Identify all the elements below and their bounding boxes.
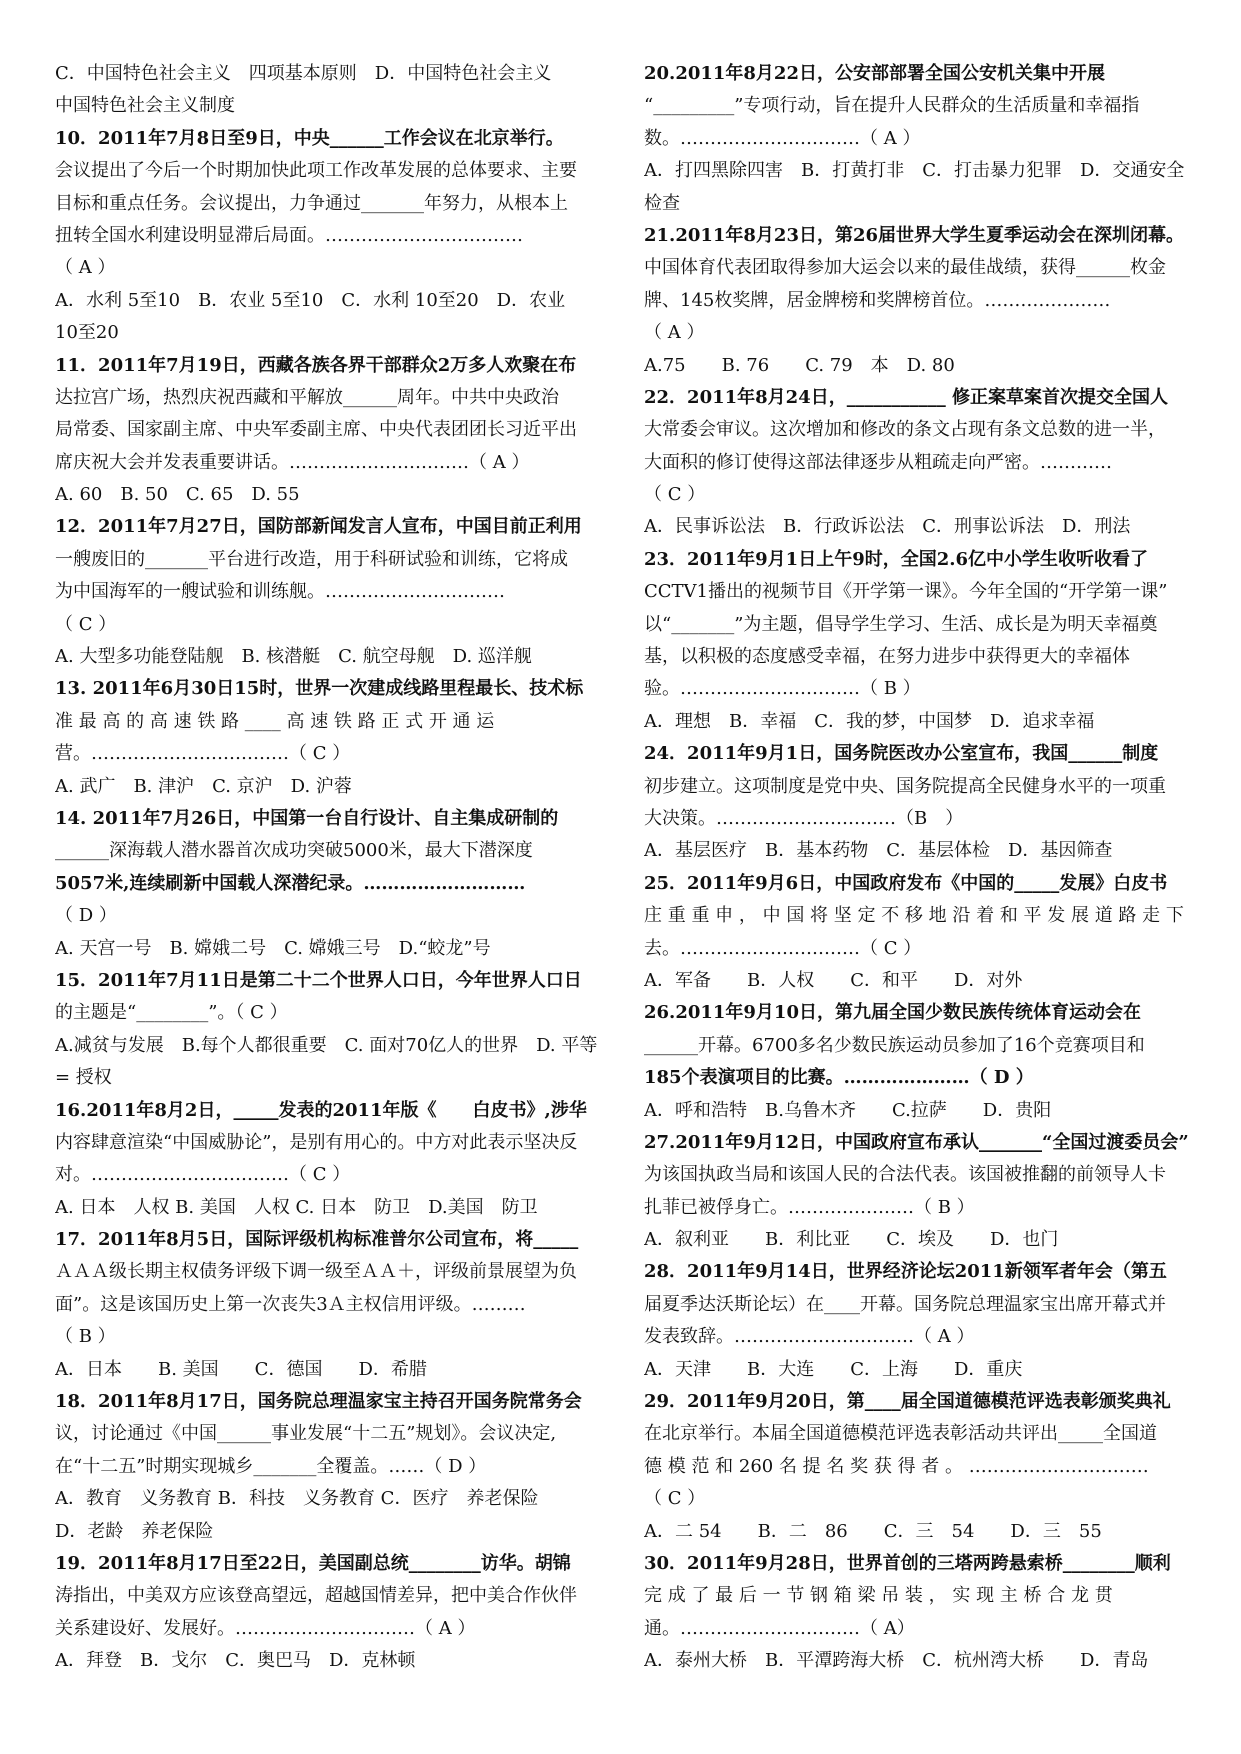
text-line: 局常委、国家副主席、中央军委副主席、中央代表团团长习近平出 bbox=[55, 419, 577, 441]
text-line: 20.2011年8月22日，公安部部署全国公安机关集中开展 bbox=[644, 63, 1105, 84]
text-line: 10．2011年7月8日至9日，中央______工作会议在北京举行。 bbox=[55, 127, 564, 149]
text-line: A．军备 B．人权 C．和平 D．对外 bbox=[644, 969, 1023, 991]
text-line: 26.2011年9月10日，第九届全国少数民族传统体育运动会在 bbox=[644, 1002, 1141, 1024]
text-line: A.减贫与发展 B.每个人都很重要 C. 面对70亿人的世界 D. 平等 bbox=[55, 1034, 598, 1056]
text-line: 达拉宫广场，热烈庆祝西藏和平解放______周年。中共中央政治 bbox=[55, 386, 559, 408]
text-line: A．呼和浩特 B.乌鲁木齐 C.拉萨 D．贵阳 bbox=[644, 1099, 1052, 1121]
text-line: 16.2011年8月2日，_____发表的2011年版《 白皮书》,涉华 bbox=[55, 1099, 587, 1121]
text-line: = 授权 bbox=[55, 1067, 112, 1089]
text-line: D．老龄 养老保险 bbox=[55, 1520, 214, 1542]
text-line: 内容肆意渲染“中国威胁论”，是别有用心的。中方对此表示坚决反 bbox=[55, 1131, 578, 1153]
text-line: 30．2011年9月28日，世界首创的三塔两跨悬索桥________顺利 bbox=[644, 1552, 1171, 1574]
text-line: 通。…………………………（ A） bbox=[644, 1617, 915, 1639]
text-line: A．二 54 B．二 86 C．三 54 D．三 55 bbox=[644, 1520, 1102, 1542]
text-line: 基，以积极的态度感受幸福，在努力进步中获得更大的幸福体 bbox=[644, 646, 1130, 668]
text-line: 德 模 范 和 260 名 提 名 奖 获 得 者 。 ………………………… bbox=[644, 1455, 1149, 1477]
left-column bbox=[55, 58, 602, 1754]
text-line: 29．2011年9月20日，第____届全国道德模范评选表彰颁奖典礼 bbox=[644, 1391, 1171, 1413]
text-line: A. 武广 B. 津沪 C. 京沪 D. 沪蓉 bbox=[55, 775, 352, 797]
text-line: A. 天宫一号 B. 嫦娥二号 C. 嫦娥三号 D.“蛟龙”号 bbox=[55, 937, 491, 959]
text-line: 一艘废旧的_______平台进行改造，用于科研试验和训练，它将成 bbox=[55, 548, 568, 570]
text-line: 完 成 了 最 后 一 节 钢 箱 梁 吊 装 ， 实 现 主 桥 合 龙 贯 bbox=[644, 1585, 1113, 1607]
text-line: （ B ） bbox=[55, 1326, 116, 1348]
text-line: 24．2011年9月1日，国务院医改办公室宣布，我国______制度 bbox=[644, 743, 1159, 765]
text-line: 扎菲已被俘身亡。…………………（ B ） bbox=[644, 1196, 975, 1218]
text-line: 在北京举行。本届全国道德模范评选表彰活动共评出_____全国道 bbox=[644, 1423, 1157, 1445]
text-line: 数。…………………………（ A ） bbox=[644, 127, 921, 149]
text-line: 检查 bbox=[644, 192, 680, 214]
text-line: C．中国特色社会主义 四项基本原则 D．中国特色社会主义 bbox=[55, 63, 552, 84]
text-line: 23．2011年9月1日上午9时，全国2.6亿中小学生收听收看了 bbox=[644, 548, 1149, 570]
text-line: 15．2011年7月11日是第二十二个世界人口日，今年世界人口日 bbox=[55, 969, 582, 991]
text-line: “_________”专项行动，旨在提升人民群众的生活质量和幸福指 bbox=[644, 95, 1140, 117]
text-line: 10至20 bbox=[55, 322, 119, 344]
text-line: 席庆祝大会并发表重要讲话。…………………………（ A ） bbox=[55, 451, 530, 473]
text-line: ＡＡＡ级长期主权债务评级下调一级至ＡＡ＋，评级前景展望为负 bbox=[55, 1261, 577, 1283]
text-line: 初步建立。这项制度是党中央、国务院提高全民健身水平的一项重 bbox=[644, 775, 1166, 797]
text-line: 25．2011年9月6日，中国政府发布《中国的_____发展》白皮书 bbox=[644, 872, 1168, 894]
text-line: 21.2011年8月23日，第26届世界大学生夏季运动会在深圳闭幕。 bbox=[644, 224, 1185, 246]
text-line: 牌、145枚奖牌，居金牌榜和奖牌榜首位。………………… bbox=[644, 289, 1111, 311]
text-line: A. 日本 人权 B. 美国 人权 C. 日本 防卫 D.美国 防卫 bbox=[55, 1196, 538, 1218]
text-line: 11．2011年7月19日，西藏各族各界干部群众2万多人欢聚在布 bbox=[55, 354, 577, 376]
text-line: A．拜登 B．戈尔 C．奥巴马 D．克林顿 bbox=[55, 1650, 416, 1672]
text-line: 以“_______”为主题，倡导学生学习、生活、成长是为明天幸福奠 bbox=[644, 613, 1158, 635]
text-line: A．水利 5至10 B．农业 5至10 C．水利 10至20 D．农业 bbox=[55, 289, 566, 311]
text-line: （ D ） bbox=[55, 905, 117, 927]
text-line: A．民事诉讼法 B．行政诉讼法 C．刑事讼诉法 D．刑法 bbox=[644, 516, 1131, 538]
text-line: 中国体育代表团取得参加大运会以来的最佳战绩，获得______枚金 bbox=[644, 257, 1166, 279]
text-line: （ A ） bbox=[644, 322, 705, 344]
text-line: （ C ） bbox=[644, 1488, 706, 1510]
text-line: 中国特色社会主义制度 bbox=[55, 95, 235, 117]
text-line: 扭转全国水利建设明显滞后局面。…………………………… bbox=[55, 224, 523, 246]
text-line: 13. 2011年6月30日15时，世界一次建成线路里程最长、技术标 bbox=[55, 678, 584, 700]
text-line: 22．2011年8月24日，___________ 修正案草案首次提交全国人 bbox=[644, 386, 1168, 408]
right-column bbox=[644, 58, 1191, 1754]
text-line: 19．2011年8月17日至22日，美国副总统________访华。胡锦 bbox=[55, 1552, 571, 1574]
text-line: 5057米,连续刷新中国载人深潜纪录。……………………… bbox=[55, 872, 526, 894]
text-line: A．基层医疗 B．基本药物 C．基层体检 D．基因筛查 bbox=[644, 840, 1113, 862]
text-line: 关系建设好、发展好。…………………………（ A ） bbox=[55, 1617, 476, 1639]
text-line: （ C ） bbox=[644, 484, 706, 506]
text-line: A.75 B. 76 C. 79 本 D. 80 bbox=[644, 354, 955, 376]
text-line: 17．2011年8月5日，国际评级机构标准普尔公司宣布，将_____ bbox=[55, 1229, 579, 1251]
text-line: CCTV1播出的视频节目《开学第一课》。今年全国的“开学第一课” bbox=[644, 581, 1168, 603]
text-line: A．理想 B．幸福 C．我的梦，中国梦 D．追求幸福 bbox=[644, 710, 1095, 732]
text-line: 面”。这是该国历史上第一次丧失3Ａ主权信用评级。……… bbox=[55, 1293, 526, 1315]
text-line: 大常委会审议。这次增加和修改的条文占现有条文总数的进一半， bbox=[644, 419, 1166, 441]
text-line: A. 60 B. 50 C. 65 D. 55 bbox=[55, 484, 300, 506]
text-line: 为该国执政当局和该国人民的合法代表。该国被推翻的前领导人卡 bbox=[644, 1164, 1166, 1186]
text-line: A．教育 义务教育 B．科技 义务教育 C．医疗 养老保险 bbox=[55, 1488, 539, 1510]
text-line: 目标和重点任务。会议提出，力争通过_______年努力，从根本上 bbox=[55, 192, 568, 214]
text-line: 届夏季达沃斯论坛）在____开幕。国务院总理温家宝出席开幕式并 bbox=[644, 1293, 1166, 1315]
text-line: A．天津 B．大连 C．上海 D．重庆 bbox=[644, 1358, 1023, 1380]
text-line: 大面积的修订使得这部法律逐步从粗疏走向严密。………… bbox=[644, 451, 1112, 473]
text-line: A．泰州大桥 B．平潭跨海大桥 C．杭州湾大桥 D．青岛 bbox=[644, 1650, 1149, 1672]
text-line: 14. 2011年7月26日，中国第一台自行设计、自主集成研制的 bbox=[55, 807, 559, 829]
text-line: ______开幕。6700多名少数民族运动员参加了16个竞赛项目和 bbox=[644, 1034, 1145, 1056]
text-line: A. 大型多功能登陆舰 B. 核潜艇 C. 航空母舰 D. 巡洋舰 bbox=[55, 646, 532, 668]
text-line: 庄 重 重 申 ， 中 国 将 坚 定 不 移 地 沿 着 和 平 发 展 道 路 走 下 bbox=[644, 905, 1184, 927]
text-line: （ C ） bbox=[55, 613, 117, 635]
text-line: 验。…………………………（ B ） bbox=[644, 678, 921, 700]
text-line: 28．2011年9月14日，世界经济论坛2011新领军者年会（第五 bbox=[644, 1261, 1167, 1283]
text-line: 18．2011年8月17日，国务院总理温家宝主持召开国务院常务会 bbox=[55, 1391, 582, 1413]
text-line: 营。……………………………（ C ） bbox=[55, 743, 351, 765]
text-line: A．打四黑除四害 B．打黄打非 C．打击暴力犯罪 D．交通安全 bbox=[644, 160, 1185, 182]
text-line: 准 最 高 的 高 速 铁 路 ____ 高 速 铁 路 正 式 开 通 运 bbox=[55, 710, 495, 732]
text-line: 发表致辞。…………………………（ A ） bbox=[644, 1326, 975, 1348]
text-line: 185个表演项目的比赛。…………………（ D ） bbox=[644, 1067, 1034, 1089]
text-line: 为中国海军的一艘试验和训练舰。………………………… bbox=[55, 581, 505, 603]
text-line: 12．2011年7月27日，国防部新闻发言人宣布，中国目前正利用 bbox=[55, 516, 582, 538]
text-line: 议，讨论通过《中国______事业发展“十二五”规划》。会议决定, bbox=[55, 1423, 557, 1445]
text-line: （ A ） bbox=[55, 257, 116, 279]
text-line: 大决策。…………………………（B ） bbox=[644, 807, 964, 829]
text-line: 的主题是“________”。（ C ） bbox=[55, 1002, 288, 1024]
text-line: 在“十二五”时期实现城乡_______全覆盖。……（ D ） bbox=[55, 1455, 487, 1477]
text-line: 涛指出，中美双方应该登高望远，超越国情差异，把中美合作伙伴 bbox=[55, 1585, 577, 1607]
text-line: A．叙利亚 B．利比亚 C．埃及 D．也门 bbox=[644, 1229, 1059, 1251]
text-line: 去。…………………………（ C ） bbox=[644, 937, 922, 959]
text-line: 对。……………………………（ C ） bbox=[55, 1164, 351, 1186]
text-line: ______深海载人潜水器首次成功突破5000米，最大下潜深度 bbox=[55, 840, 533, 862]
text-line: A．日本 B. 美国 C．德国 D．希腊 bbox=[55, 1358, 427, 1380]
text-line: 会议提出了今后一个时期加快此项工作改革发展的总体要求、主要 bbox=[55, 160, 577, 182]
text-line: 27.2011年9月12日，中国政府宣布承认_______“全国过渡委员会” bbox=[644, 1131, 1189, 1153]
